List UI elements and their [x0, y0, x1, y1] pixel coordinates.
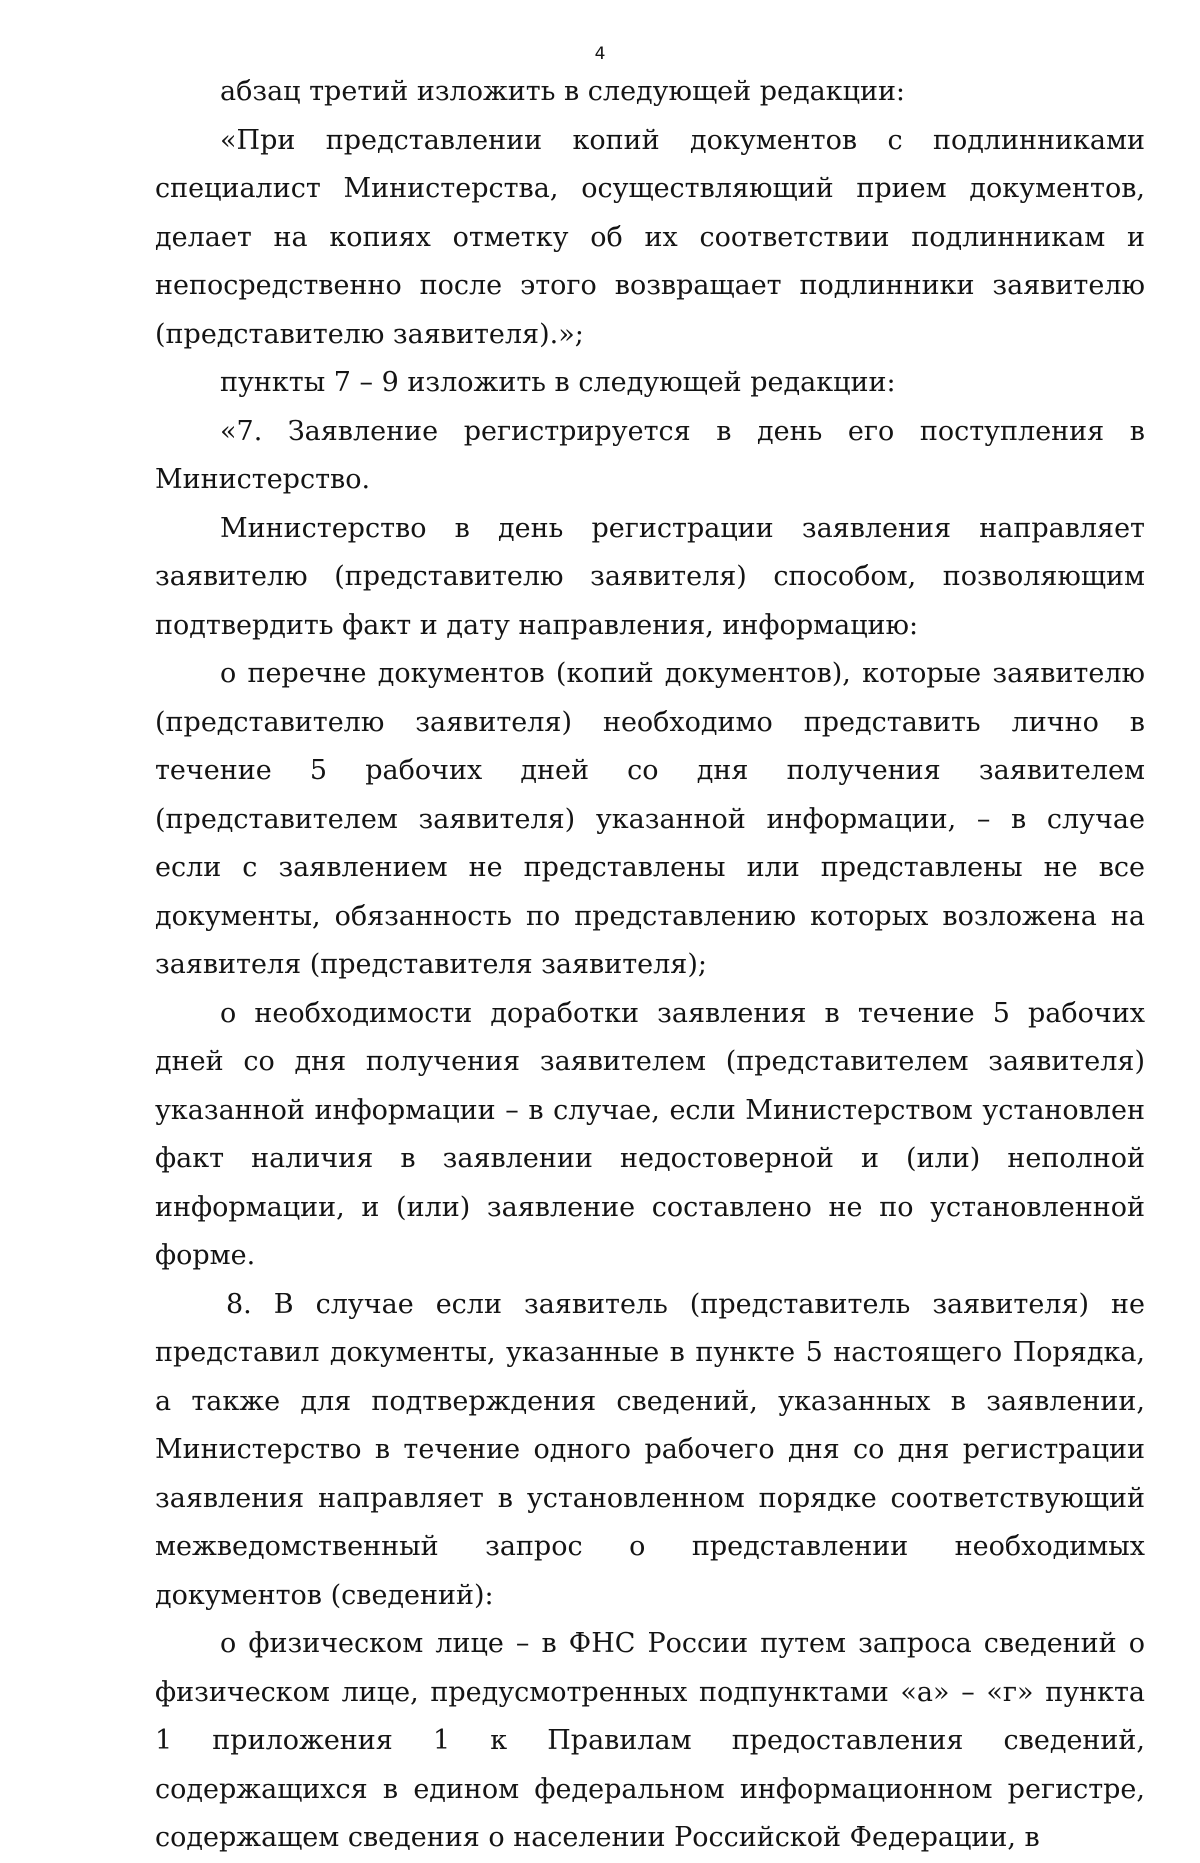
paragraph-6: о перечне документов (копий документов), которые заявителю (представителю заявителя) необходимо представить лично в течение 5 рабочих дней со дня получения заявителем (представителем заявителя) указанной информации, – в случае если с заявлением не представлены или представлены не все документы, обязанность по представлению которых возложена на заявителя (представителя заявителя); — [155, 658, 1145, 980]
paragraph-5: Министерство в день регистрации заявления направляет заявителю (представителю заявителя) способом, позволяющим подтвердить факт и дату направления, информацию: — [155, 512, 1145, 641]
paragraph-1: абзац третий изложить в следующей редакции: — [220, 76, 906, 107]
paragraph-8: 8. В случае если заявитель (представитель заявителя) не представил документы, указанные в пункте 5 настоящего Порядка, а также для подтверждения сведений, указанных в заявлении, Министерство в течение одного рабочего дня со дня регистрации заявления направляет в установленном порядке соответствующий межведомственный запрос о представлении необходимых документов (сведений): — [155, 1288, 1145, 1611]
paragraph-3: пункты 7 – 9 изложить в следующей редакции: — [220, 367, 896, 398]
paragraph-4: «7. Заявление регистрируется в день его поступления в Министерство. — [155, 415, 1145, 495]
paragraph-9: о физическом лице – в ФНС России путем запроса сведений о физическом лице, предусмотренных подпунктами «а» – «г» пункта 1 приложения 1 к Правилам предоставления сведений, содержащихся в едином федеральном информационном регистре, содержащем сведения о населении Российской Федерации, в — [155, 1628, 1145, 1853]
paragraph-7: о необходимости доработки заявления в течение 5 рабочих дней со дня получения заявителем (представителем заявителя) указанной информации – в случае, если Министерством установлен факт наличия в заявлении недостоверной и (или) неполной информации, и (или) заявление составлено не по установленной форме. — [155, 997, 1145, 1271]
document-body — [155, 68, 1145, 1863]
page-number: 4 — [594, 44, 606, 64]
paragraph-2: «При представлении копий документов с подлинниками специалист Министерства, осуществляющий прием документов, делает на копиях отметку об их соответствии подлинникам и непосредственно после этого возвращает подлинники заявителю (представителю заявителя).»; — [155, 124, 1145, 350]
